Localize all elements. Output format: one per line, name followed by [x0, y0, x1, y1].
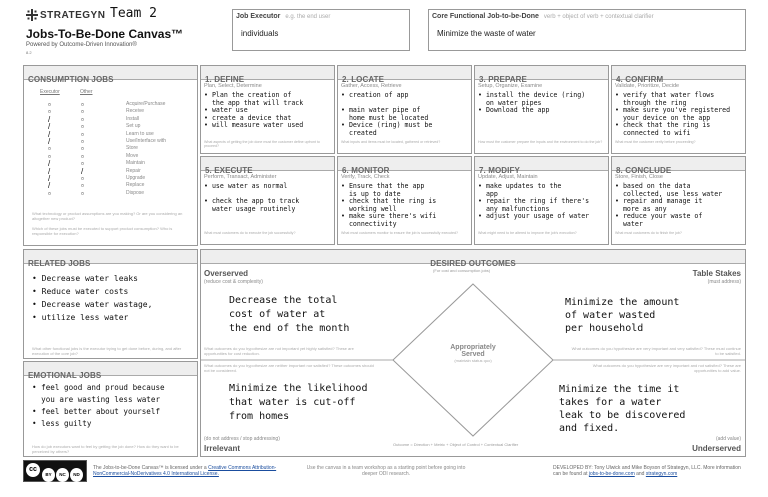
- step-box: [611, 156, 746, 245]
- other-checkbox[interactable]: ▫: [81, 188, 84, 198]
- executor-checkbox[interactable]: ▫: [48, 151, 51, 161]
- step-note-line: • verify that water flows: [615, 91, 715, 99]
- consumption-item: [48, 123, 188, 130]
- core-job-box[interactable]: [428, 9, 746, 51]
- other-checkbox[interactable]: ▫: [81, 129, 84, 139]
- consumption-item: [48, 108, 188, 115]
- other-checkbox[interactable]: /: [81, 166, 84, 176]
- consumption-item: [48, 160, 188, 167]
- step-note-line: • reduce your waste of: [615, 212, 703, 220]
- other-col-header: Other: [80, 89, 93, 95]
- table-stakes-outcomes: [565, 296, 679, 335]
- license-pre: The Jobs-to-be-Done Canvas™ is licensed under a: [93, 465, 207, 471]
- step-title: 8. CONCLUDE: [616, 166, 672, 175]
- step-box: [200, 156, 335, 245]
- step-subtitle: Verify, Track, Check: [341, 174, 390, 180]
- step-subtitle: Perform, Transact, Administer: [204, 174, 277, 180]
- irrelevant-outcomes: [229, 382, 367, 424]
- consumption-foot-2: Which of these jobs must be executed to support product consumption? Who is responsible for execution?: [32, 226, 173, 236]
- step-note-line: • Device (ring) must be: [341, 121, 433, 129]
- step-notes: [341, 92, 471, 137]
- cc-badge-row: [42, 463, 84, 482]
- step-subtitle: Update, Adjust, Maintain: [478, 174, 538, 180]
- handwritten-line: you are wasting less water: [32, 395, 161, 404]
- other-checkbox[interactable]: ▫: [81, 173, 84, 183]
- consumption-item: [48, 131, 188, 138]
- step-note-line: • create a device that: [204, 113, 292, 122]
- step-box: [474, 65, 609, 154]
- step-notes: [341, 183, 471, 228]
- handwritten-line: per household: [565, 323, 644, 334]
- cc-badge-nc-icon: NC: [56, 468, 69, 482]
- other-checkbox[interactable]: ▫: [81, 107, 84, 117]
- consumption-item: [48, 138, 188, 145]
- step-note-line: • check the app to track: [204, 197, 300, 205]
- step-box: [337, 65, 472, 154]
- step-note-line: • water use: [204, 106, 248, 114]
- consumption-item-label: Install: [126, 115, 140, 122]
- emotional-jobs-title: EMOTIONAL JOBS: [28, 371, 102, 380]
- consumption-foot-1: What technology or product assumptions are you making? Or are you considering an altogether new product?: [32, 211, 183, 221]
- overserved-sub: (reduce cost & complexity): [204, 279, 263, 285]
- handwritten-line: • feel good and proud because: [32, 383, 165, 392]
- strategyn-logo-icon: [26, 9, 38, 21]
- step-box: [611, 65, 746, 154]
- executor-checkbox[interactable]: /: [48, 136, 51, 146]
- handwritten-line: • utilize less water: [32, 313, 129, 322]
- core-job-value: Minimize the waste of water: [437, 29, 536, 38]
- step-note-line: • repair the ring if there's: [478, 197, 590, 205]
- step-notes: [478, 92, 608, 122]
- question-irrelevant: What outcomes do you hypothesize are neither important nor satisfied? These outcomes should not be considered.: [204, 363, 374, 373]
- strategyn-logo: [26, 9, 122, 23]
- consumption-item-label: Maintain: [126, 160, 145, 167]
- step-title: 5. EXECUTE: [205, 166, 253, 175]
- step-note-line: home must be located: [341, 113, 429, 122]
- consumption-item-label: Receive: [126, 108, 145, 115]
- consumption-item-label: Acquire/Purchase: [126, 101, 166, 107]
- step-box: [337, 156, 472, 245]
- consumption-item-label: Upgrade: [126, 174, 146, 181]
- related-jobs-panel: [23, 249, 198, 359]
- step-subtitle: Store, Finish, Close: [615, 174, 663, 180]
- for-cost-note: (For cost and consumption jobs): [433, 268, 491, 273]
- executor-checkbox[interactable]: ▫: [48, 188, 51, 198]
- outcome-formula: Outcome = Direction + Metric + Object of Control + Contextual Clarifier: [393, 442, 519, 447]
- handwritten-line: takes for a water: [559, 397, 662, 408]
- handwritten-line: leak to be discovered: [559, 410, 686, 421]
- executor-checkbox[interactable]: /: [48, 114, 51, 124]
- job-executor-hint: e.g. the end user: [285, 14, 331, 20]
- step-note-line: • repair and manage it: [615, 197, 703, 205]
- cc-license-badge[interactable]: [23, 460, 87, 482]
- other-checkbox[interactable]: ▫: [81, 151, 84, 161]
- consumption-item: [48, 182, 188, 189]
- job-executor-value: individuals: [241, 29, 279, 38]
- step-subtitle: Validate, Prioritize, Decide: [615, 83, 680, 89]
- consumption-item: [48, 145, 188, 152]
- jtbd-link[interactable]: jobs-to-be-done.com: [588, 471, 635, 477]
- underserved-outcomes: [559, 383, 685, 435]
- step-box: [474, 156, 609, 245]
- executor-checkbox[interactable]: /: [48, 159, 51, 169]
- step-note-line: water usage routinely: [204, 204, 296, 213]
- overserved-label: Overserved: [204, 269, 249, 278]
- emotional-jobs-panel: [23, 361, 198, 457]
- executor-checkbox[interactable]: /: [48, 122, 51, 132]
- step-note-line: • use water as normal: [204, 182, 288, 190]
- handwritten-line: • Decrease water leaks: [32, 274, 138, 283]
- consumption-item: [48, 190, 188, 197]
- executor-checkbox[interactable]: ▫: [48, 100, 51, 109]
- brand-name: STRATEGYN: [40, 10, 106, 21]
- emotional-jobs-foot: How do job executors want to feel by getting the job done? How do they want to be perceived by others?: [32, 444, 179, 454]
- executor-checkbox[interactable]: /: [48, 129, 51, 139]
- other-checkbox[interactable]: ▫: [81, 159, 84, 169]
- executor-checkbox[interactable]: /: [48, 181, 51, 191]
- related-jobs-foot: What other functional jobs is the executor trying to get done before, during, and after execution of the core job?: [32, 346, 182, 356]
- consumption-item-label: Repair: [126, 167, 141, 174]
- step-title: 2. LOCATE: [342, 75, 385, 84]
- step-note-line: working well: [341, 204, 397, 213]
- step-title: 6. MONITOR: [342, 166, 390, 175]
- step-notes: [615, 183, 745, 228]
- strategyn-link[interactable]: strategyn.com: [645, 471, 678, 477]
- developed-by: [553, 465, 747, 477]
- center-label-1: Appropriately: [450, 344, 496, 351]
- step-note-line: • main water pipe of: [341, 106, 421, 114]
- step-notes: [204, 92, 334, 130]
- consumption-item-label: Learn to use: [126, 130, 154, 137]
- question-overserved: What outcomes do you hypothesize are not important yet highly satisfied? These are opportunities for cost reduction.: [204, 346, 354, 356]
- step-note-line: • make updates to the: [478, 182, 562, 190]
- step-note-line: • Plan the creation of: [204, 91, 292, 99]
- step-title: 3. PREPARE: [479, 75, 527, 84]
- step-note-line: connected to wifi: [615, 128, 691, 137]
- step-note-line: • adjust your usage of water: [478, 212, 590, 220]
- consumption-item-label: Move: [126, 152, 139, 159]
- step-note-line: • will measure water used: [204, 121, 304, 129]
- step-title: 4. CONFIRM: [616, 75, 664, 84]
- consumption-item: [48, 116, 188, 123]
- table-stakes-sub: (must address): [707, 279, 741, 285]
- step-note-line: • based on the data: [615, 182, 691, 190]
- step-note-line: water: [615, 219, 643, 228]
- other-checkbox[interactable]: ▫: [81, 144, 84, 154]
- executor-checkbox[interactable]: /: [48, 173, 51, 183]
- step-subtitle: Plan, Select, Determine: [204, 83, 262, 89]
- step-note-line: • creation of app: [341, 91, 409, 99]
- center-label-2: Served: [461, 351, 485, 358]
- handwritten-line: Minimize the time it: [559, 384, 680, 395]
- handwritten-line: from homes: [229, 411, 290, 422]
- step-question: What must customers do to finish the job?: [615, 231, 682, 235]
- question-underserved: What outcomes do you hypothesize are very important and not satisfied? These are opportunities to add value.: [592, 363, 741, 373]
- step-question: What must the customer verify before proceeding?: [615, 140, 696, 144]
- step-question: What must customers do to execute the job successfully?: [204, 231, 296, 235]
- step-question: How must the customer prepare the inputs and the environment to do the job?: [478, 140, 603, 144]
- underserved-label: Underserved: [692, 444, 741, 453]
- irrelevant-label: Irrelevant: [204, 444, 241, 453]
- consumption-item-label: Use/Interface with: [126, 137, 167, 144]
- handwritten-line: that water is cut-off: [229, 397, 356, 408]
- consumption-item: [48, 175, 188, 182]
- consumption-item-label: Dispose: [126, 189, 145, 196]
- step-note-line: • Download the app: [478, 106, 550, 114]
- handwritten-line: cost of water at: [229, 309, 326, 320]
- cc-icon: cc: [26, 463, 40, 477]
- step-title: 7. MODIFY: [479, 166, 520, 175]
- cc-badge-nd-icon: ND: [70, 468, 83, 482]
- irrelevant-sub: (do not address / stop addressing): [204, 436, 280, 442]
- other-checkbox[interactable]: ▫: [81, 136, 84, 146]
- step-note-line: app: [478, 189, 498, 198]
- step-note-line: through the ring: [615, 98, 687, 107]
- step-note-line: the app that will track: [204, 98, 304, 107]
- team-name: Team 2: [110, 6, 157, 21]
- consumption-jobs-panel: [23, 65, 198, 246]
- executor-checkbox[interactable]: ▫: [48, 144, 51, 154]
- handwritten-line: • Decrease water wastage,: [32, 300, 153, 309]
- step-question: What inputs and items must be located, gathered or retrieved?: [341, 140, 441, 144]
- other-checkbox[interactable]: ▫: [81, 122, 84, 132]
- table-stakes-label: Table Stakes: [692, 269, 741, 278]
- step-note-line: • Ensure that the app: [341, 182, 425, 190]
- related-jobs-list: [32, 272, 152, 324]
- step-note-line: any malfunctions: [478, 204, 550, 213]
- consumption-item: [48, 101, 188, 108]
- license-text: [93, 465, 278, 477]
- overserved-outcomes: [229, 294, 349, 336]
- developed-by-text: DEVELOPED BY: Tony Ulwick and Mike Boyson of Strategyn, LLC. More information can be found at: [553, 465, 741, 477]
- step-notes: [478, 183, 608, 221]
- step-note-line: is up to date: [341, 189, 401, 198]
- step-note-line: on water pipes: [478, 98, 542, 107]
- executor-checkbox[interactable]: ▫: [48, 107, 51, 117]
- desired-outcomes-panel: [200, 249, 746, 457]
- step-note-line: [478, 115, 608, 123]
- underserved-sub: (add value): [715, 436, 741, 442]
- handwritten-line: and fixed.: [559, 423, 620, 434]
- step-note-line: • make sure there's wifi: [341, 212, 437, 220]
- handwritten-line: the end of the month: [229, 323, 350, 334]
- and-text: and: [636, 471, 645, 477]
- step-note-line: connectivity: [341, 219, 397, 228]
- consumption-jobs-title: CONSUMPTION JOBS: [28, 75, 114, 84]
- step-title: 1. DEFINE: [205, 75, 245, 84]
- consumption-item: [48, 153, 188, 160]
- handwritten-line: • less guilty: [32, 419, 92, 428]
- step-note-line: more as any: [615, 204, 667, 213]
- handwritten-line: • feel better about yourself: [32, 407, 161, 416]
- license-link[interactable]: Creative Commons Attribution-NonCommercial-NoDerivatives 4.0 International License.: [93, 465, 277, 477]
- step-note-line: • make sure you've registered: [615, 106, 731, 114]
- desired-outcomes-title: DESIRED OUTCOMES: [430, 259, 516, 268]
- consumption-item-label: Set up: [126, 123, 141, 130]
- page-title: Jobs-To-Be-Done Canvas™: [26, 27, 184, 41]
- handwritten-line: Minimize the likelihood: [229, 383, 368, 394]
- step-question: What aspects of getting the job done must the customer define upfront to proceed?: [204, 140, 320, 148]
- core-job-label: Core Functional Job-to-be-Done: [432, 13, 539, 20]
- powered-by: Powered by Outcome-Driven Innovation®: [26, 42, 137, 48]
- other-checkbox[interactable]: ▫: [81, 114, 84, 124]
- step-subtitle: Setup, Organize, Examine: [478, 83, 543, 89]
- consumption-item-label: Store: [126, 145, 138, 152]
- step-note-line: created: [341, 128, 377, 137]
- consumption-item: [48, 168, 188, 175]
- step-box: [200, 65, 335, 154]
- other-checkbox[interactable]: ▫: [81, 181, 84, 191]
- consumption-list: [48, 101, 188, 197]
- step-question: What must customers monitor to ensure the job is successfully executed?: [341, 231, 459, 235]
- job-executor-box[interactable]: [232, 9, 410, 51]
- footer-middle: Use the canvas in a team workshop as a starting point before going into deeper ODI research.: [306, 465, 466, 477]
- question-table-stakes: What outcomes do you hypothesize are very important and very satisfied? These must continue to be satisfied.: [571, 346, 741, 356]
- step-notes: [204, 183, 334, 213]
- step-subtitle: Gather, Access, Retrieve: [341, 83, 402, 89]
- step-notes: [615, 92, 745, 137]
- executor-checkbox[interactable]: /: [48, 166, 51, 176]
- handwritten-line: of water wasted: [565, 310, 656, 321]
- step-note-line: • check that the ring is: [341, 197, 437, 205]
- job-executor-label: Job Executor: [236, 13, 281, 20]
- step-note-line: • install the device (ring): [478, 91, 586, 99]
- cc-badge-by-icon: BY: [42, 468, 55, 482]
- handwritten-line: Minimize the amount: [565, 297, 680, 308]
- center-sub: (maintain status quo): [454, 358, 492, 363]
- handwritten-line: Decrease the total: [229, 295, 338, 306]
- step-note-line: collected, use less water: [615, 189, 723, 198]
- related-jobs-title: RELATED JOBS: [28, 259, 91, 268]
- center-label: [423, 344, 523, 363]
- emotional-jobs-list: [32, 382, 165, 430]
- executor-col-header: Executor: [40, 89, 60, 95]
- core-job-hint: verb + object of verb + contextual clarifier: [543, 14, 654, 20]
- handwritten-line: • Reduce water costs: [32, 287, 129, 296]
- step-question: What might need to be altered to improve the job's execution?: [478, 231, 577, 235]
- step-note-line: your device on the app: [615, 113, 711, 122]
- step-note-line: • check that the ring is: [615, 121, 711, 129]
- other-checkbox[interactable]: ▫: [81, 100, 84, 109]
- consumption-item-label: Replace: [126, 182, 145, 189]
- version: 8.2: [26, 50, 32, 55]
